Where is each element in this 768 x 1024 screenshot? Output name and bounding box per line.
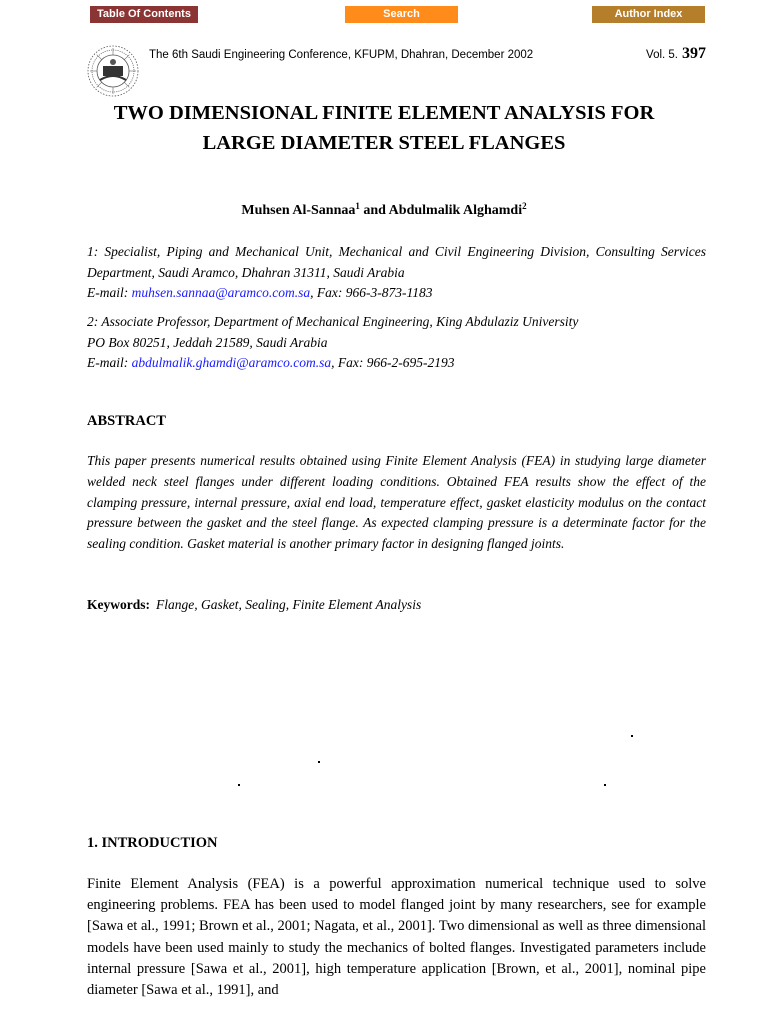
keywords	[87, 597, 421, 613]
affiliation-1-contact	[87, 283, 706, 304]
email-label: E-mail:	[87, 285, 132, 300]
abstract-text: This paper presents numerical results obtained using Finite Element Analysis (FEA) in studying large diameter welded neck steel flanges under different loading conditions. Obtained FEA results show the effect of the clamping pressure, internal pressure, axial end load, temperature effect, gasket elasticity modulus on the contact pressure between the gasket and the steel flange. As expected clamping pressure is a determinate factor for the sealing condition. Gasket material is another primary factor in designing flanged joints.	[87, 453, 706, 552]
volume-label: Vol. 5.	[646, 49, 678, 61]
table-of-contents-button[interactable]: Table Of Contents	[90, 6, 198, 23]
affiliation-2	[87, 312, 706, 374]
affiliation-2-line-1: 2: Associate Professor, Department of Mechanical Engineering, King Abdulaziz University	[87, 314, 579, 329]
abstract-heading: ABSTRACT	[87, 413, 166, 429]
fax-2: , Fax: 966-2-695-2193	[331, 355, 455, 370]
introduction-text: Finite Element Analysis (FEA) is a powerful approximation numerical technique used to solve engineering problems. FEA has been used to model flanged joint by many researchers, see for example [Sawa et al., 1991; Brown et al., 2001; Nagata, et al., 2001]. Two dimensional as well as three dimensional models have been used mainly to study the mechanics of bolted flanges. Investigated parameters include internal pressure [Sawa et al., 2001], high temperature application [Brown, et al., 2001], nominal pipe diameter [Sawa et al., 1991], and	[87, 876, 706, 999]
conference-seal-icon	[86, 44, 140, 98]
author-join: and	[359, 203, 389, 218]
title-line-1: TWO DIMENSIONAL FINITE ELEMENT ANALYSIS FOR	[113, 102, 655, 124]
affiliation-1-text: 1: Specialist, Piping and Mechanical Unit, Mechanical and Civil Engineering Division, Consulting Services Department, Saudi Aramco, Dhahran 31311, Saudi Arabia	[87, 244, 706, 280]
keywords-value: Flange, Gasket, Sealing, Finite Element Analysis	[156, 597, 422, 612]
author-1-affil-mark: 1	[355, 201, 360, 211]
search-button[interactable]: Search	[345, 6, 458, 23]
author-2-affil-mark: 2	[522, 201, 527, 211]
author-list	[60, 201, 708, 219]
stray-dot	[604, 784, 606, 786]
paper-title	[60, 98, 708, 158]
author-index-button[interactable]: Author Index	[592, 6, 705, 23]
volume-page-label	[646, 45, 706, 63]
title-line-2: LARGE DIAMETER STEEL FLANGES	[202, 132, 566, 154]
affiliation-1	[87, 242, 706, 304]
email-link-author-2[interactable]: abdulmalik.ghamdi@aramco.com.sa	[131, 355, 332, 370]
email-label: E-mail:	[87, 355, 132, 370]
conference-header: The 6th Saudi Engineering Conference, KFUPM, Dhahran, December 2002	[149, 49, 534, 61]
keywords-label: Keywords:	[87, 597, 150, 612]
introduction-heading: 1. INTRODUCTION	[87, 835, 218, 851]
affiliation-2-contact	[87, 353, 706, 374]
email-link-author-1[interactable]: muhsen.sannaa@aramco.com.sa	[131, 285, 311, 300]
author-2: Abdulmalik Alghamdi	[388, 203, 523, 218]
affiliation-2-line-2: PO Box 80251, Jeddah 21589, Saudi Arabia	[87, 334, 328, 350]
stray-dot	[631, 735, 633, 737]
fax-1: , Fax: 966-3-873-1183	[310, 285, 433, 300]
stray-dot	[318, 761, 320, 763]
stray-dot	[238, 784, 240, 786]
author-1: Muhsen Al-Sannaa	[241, 203, 356, 218]
page-number: 397	[682, 45, 706, 62]
